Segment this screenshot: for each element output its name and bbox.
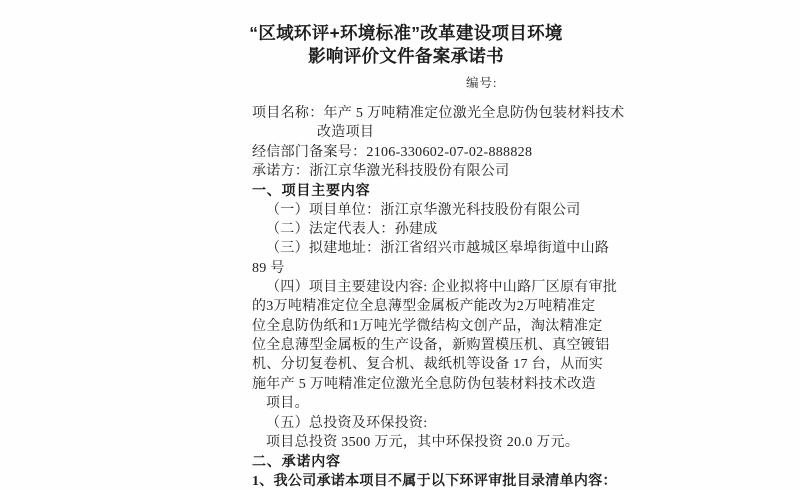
document-title-line-2: 影响评价文件备案承诺书 [308,45,504,66]
serial-number-label: 编号: [466,76,498,90]
item-4-continuation-6: 项目。 [266,396,309,412]
item-5-investment-detail: 项目总投资 3500 万元，其中环保投资 20.0 万元。 [266,434,580,450]
project-name-line: 项目名称：年产 5 万吨精准定位激光全息防伪包装材料技术 [252,106,625,121]
item-4-continuation-2: 位全息防伪纸和1万吨光学微结构文创产品，淘汰精准定 [252,318,603,334]
section-2-heading: 二、承诺内容 [252,453,341,470]
item-4-construction-content: （四）项目主要建设内容: 企业拟将中山路厂区原有审批 [266,280,618,296]
item-5-investment-heading: （五）总投资及环保投资: [266,415,428,431]
section-1-heading: 一、项目主要内容 [252,182,371,199]
item-4-continuation-5: 施年产 5 万吨精准定位激光全息防伪包装材料技术改造 [252,376,596,392]
item-3-proposed-address: （三）拟建地址：浙江省绍兴市越城区皋埠街道中山路 [266,241,610,257]
document-title-line-1: “区域环评+环境标准”改革建设项目环境 [249,23,563,43]
item-4-continuation-4: 机、分切复卷机、复合机、裁纸机等设备 17 台，从而实 [252,357,604,373]
item-2-legal-representative: （二）法定代表人：孙建成 [266,222,438,238]
document-title [246,22,566,67]
item-1-project-unit: （一）项目单位：浙江京华激光科技股份有限公司 [266,202,581,218]
item-3-address-continuation: 89 号 [252,260,285,276]
project-name-continuation: 改造项目 [317,125,375,141]
record-number-line: 经信部门备案号：2106-330602-07-02-888828 [252,144,533,160]
document-body [252,104,632,490]
committer-line: 承诺方：浙江京华激光科技股份有限公司 [252,164,510,180]
item-4-continuation-1: 的3万吨精准定位全息薄型金属板产能改为2万吨精准定 [252,299,596,315]
commitment-item-1: 1、我公司承诺本项目不属于以下环评审批目录清单内容： [252,473,617,489]
item-4-continuation-3: 位全息薄型金属板的生产设备，新购置模压机、真空镀铝 [252,338,610,354]
